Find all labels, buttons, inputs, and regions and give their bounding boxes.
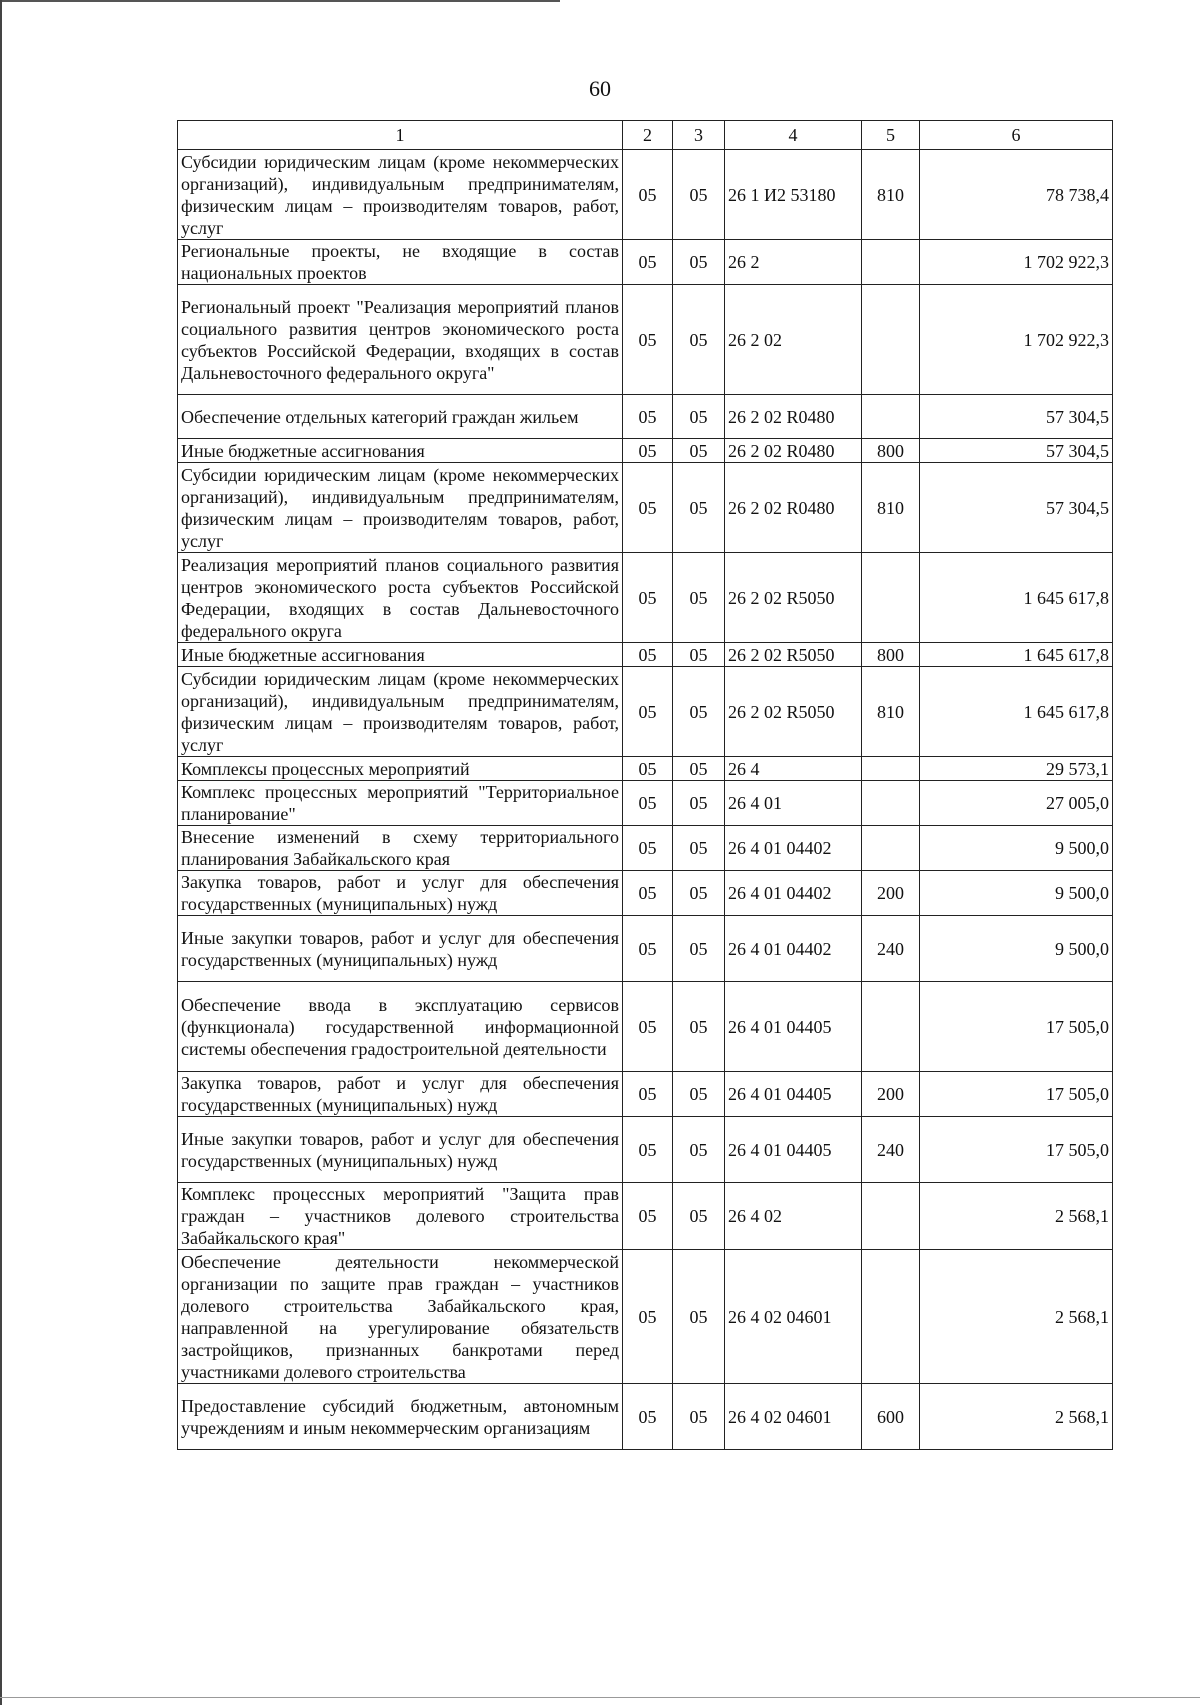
table-row <box>178 1384 1113 1450</box>
table-row <box>178 439 1113 463</box>
row-target-article: 26 4 01 04405 <box>725 1072 862 1117</box>
table-row <box>178 240 1113 285</box>
row-expense-type: 240 <box>862 916 920 982</box>
row-name: Комплексы процессных мероприятий <box>178 757 623 781</box>
row-section: 05 <box>623 439 673 463</box>
row-expense-type <box>862 982 920 1072</box>
row-amount: 9 500,0 <box>920 871 1113 916</box>
row-section: 05 <box>623 643 673 667</box>
row-subsection: 05 <box>673 240 725 285</box>
row-expense-type: 200 <box>862 871 920 916</box>
row-name: Субсидии юридическим лицам (кроме некоммерческих организаций), индивидуальным предпринимателям, физическим лицам – производителям товаров, работ, услуг <box>178 667 623 757</box>
row-expense-type: 810 <box>862 150 920 240</box>
row-section: 05 <box>623 871 673 916</box>
row-target-article: 26 2 <box>725 240 862 285</box>
table-row <box>178 285 1113 395</box>
row-section: 05 <box>623 240 673 285</box>
row-subsection: 05 <box>673 781 725 826</box>
table-row <box>178 916 1113 982</box>
row-subsection: 05 <box>673 439 725 463</box>
row-section: 05 <box>623 463 673 553</box>
row-subsection: 05 <box>673 1183 725 1250</box>
row-target-article: 26 4 01 04405 <box>725 982 862 1072</box>
row-name: Региональные проекты, не входящие в состав национальных проектов <box>178 240 623 285</box>
row-target-article: 26 2 02 R0480 <box>725 395 862 439</box>
header-row <box>178 121 1113 150</box>
row-section: 05 <box>623 1250 673 1384</box>
row-subsection: 05 <box>673 667 725 757</box>
row-target-article: 26 4 02 04601 <box>725 1250 862 1384</box>
row-target-article: 26 4 01 04405 <box>725 1117 862 1183</box>
row-section: 05 <box>623 916 673 982</box>
scan-edge-bottom <box>0 1697 1200 1698</box>
row-subsection: 05 <box>673 982 725 1072</box>
row-expense-type <box>862 553 920 643</box>
row-name: Внесение изменений в схему территориального планирования Забайкальского края <box>178 826 623 871</box>
row-amount: 9 500,0 <box>920 916 1113 982</box>
row-target-article: 26 2 02 R5050 <box>725 667 862 757</box>
row-subsection: 05 <box>673 395 725 439</box>
row-expense-type <box>862 1183 920 1250</box>
table-row <box>178 553 1113 643</box>
row-target-article: 26 4 01 04402 <box>725 871 862 916</box>
table-row <box>178 395 1113 439</box>
row-expense-type: 810 <box>862 667 920 757</box>
scan-edge-top <box>0 0 560 2</box>
row-name: Субсидии юридическим лицам (кроме некоммерческих организаций), индивидуальным предпринимателям, физическим лицам – производителям товаров, работ, услуг <box>178 150 623 240</box>
row-expense-type: 200 <box>862 1072 920 1117</box>
table-row <box>178 757 1113 781</box>
row-amount: 1 645 617,8 <box>920 643 1113 667</box>
row-target-article: 26 4 01 04402 <box>725 916 862 982</box>
table-row <box>178 150 1113 240</box>
scan-edge-left <box>0 0 2 1705</box>
header-col-3: 3 <box>673 121 725 150</box>
row-amount: 17 505,0 <box>920 1072 1113 1117</box>
header-col-6: 6 <box>920 121 1113 150</box>
row-expense-type: 800 <box>862 643 920 667</box>
row-name: Обеспечение отдельных категорий граждан жильем <box>178 395 623 439</box>
table-row <box>178 1072 1113 1117</box>
row-subsection: 05 <box>673 150 725 240</box>
row-section: 05 <box>623 1117 673 1183</box>
table-row <box>178 1183 1113 1250</box>
table-row <box>178 643 1113 667</box>
table-row <box>178 463 1113 553</box>
row-expense-type <box>862 1250 920 1384</box>
header-col-1: 1 <box>178 121 623 150</box>
row-amount: 17 505,0 <box>920 1117 1113 1183</box>
row-subsection: 05 <box>673 1250 725 1384</box>
row-section: 05 <box>623 1072 673 1117</box>
row-expense-type: 240 <box>862 1117 920 1183</box>
row-amount: 2 568,1 <box>920 1250 1113 1384</box>
row-target-article: 26 4 02 04601 <box>725 1384 862 1450</box>
page-number: 60 <box>589 76 611 101</box>
row-target-article: 26 4 01 04402 <box>725 826 862 871</box>
header-col-5: 5 <box>862 121 920 150</box>
row-name: Обеспечение ввода в эксплуатацию сервисов (функционала) государственной информационной системы обеспечения градостроительной деятельности <box>178 982 623 1072</box>
row-name: Закупка товаров, работ и услуг для обеспечения государственных (муниципальных) нужд <box>178 871 623 916</box>
row-subsection: 05 <box>673 916 725 982</box>
row-subsection: 05 <box>673 285 725 395</box>
row-section: 05 <box>623 553 673 643</box>
row-target-article: 26 2 02 R0480 <box>725 463 862 553</box>
row-target-article: 26 2 02 <box>725 285 862 395</box>
row-amount: 57 304,5 <box>920 395 1113 439</box>
row-subsection: 05 <box>673 643 725 667</box>
row-target-article: 26 2 02 R5050 <box>725 643 862 667</box>
row-amount: 9 500,0 <box>920 826 1113 871</box>
row-amount: 29 573,1 <box>920 757 1113 781</box>
row-name: Реализация мероприятий планов социального развития центров экономического роста субъектов Российской Федерации, входящих в состав Дальневосточного федерального округа <box>178 553 623 643</box>
row-section: 05 <box>623 395 673 439</box>
row-target-article: 26 2 02 R5050 <box>725 553 862 643</box>
header-col-4: 4 <box>725 121 862 150</box>
row-expense-type <box>862 285 920 395</box>
row-amount: 17 505,0 <box>920 982 1113 1072</box>
row-expense-type <box>862 781 920 826</box>
table-row <box>178 1250 1113 1384</box>
row-subsection: 05 <box>673 871 725 916</box>
row-name: Обеспечение деятельности некоммерческой организации по защите прав граждан – участников долевого строительства Забайкальского края, направленной на урегулирование обязательств застройщиков, признанных банкротами перед участниками долевого строительства <box>178 1250 623 1384</box>
row-expense-type: 810 <box>862 463 920 553</box>
row-amount: 57 304,5 <box>920 439 1113 463</box>
row-name: Закупка товаров, работ и услуг для обеспечения государственных (муниципальных) нужд <box>178 1072 623 1117</box>
row-subsection: 05 <box>673 757 725 781</box>
row-section: 05 <box>623 1384 673 1450</box>
row-section: 05 <box>623 982 673 1072</box>
table-row <box>178 1117 1113 1183</box>
table-row <box>178 871 1113 916</box>
row-amount: 57 304,5 <box>920 463 1113 553</box>
budget-table <box>177 120 1113 1450</box>
row-expense-type: 600 <box>862 1384 920 1450</box>
row-name: Предоставление субсидий бюджетным, автономным учреждениям и иным некоммерческим организациям <box>178 1384 623 1450</box>
row-subsection: 05 <box>673 1117 725 1183</box>
row-name: Региональный проект "Реализация мероприятий планов социального развития центров экономического роста субъектов Российской Федерации, входящих в состав Дальневосточного федерального округа" <box>178 285 623 395</box>
table-row <box>178 781 1113 826</box>
row-target-article: 26 1 И2 53180 <box>725 150 862 240</box>
row-target-article: 26 2 02 R0480 <box>725 439 862 463</box>
row-section: 05 <box>623 781 673 826</box>
row-amount: 1 645 617,8 <box>920 553 1113 643</box>
row-name: Иные закупки товаров, работ и услуг для обеспечения государственных (муниципальных) нужд <box>178 1117 623 1183</box>
row-name: Иные бюджетные ассигнования <box>178 439 623 463</box>
row-section: 05 <box>623 150 673 240</box>
row-expense-type <box>862 240 920 285</box>
row-amount: 1 702 922,3 <box>920 285 1113 395</box>
row-section: 05 <box>623 667 673 757</box>
row-section: 05 <box>623 285 673 395</box>
row-subsection: 05 <box>673 463 725 553</box>
row-name: Иные закупки товаров, работ и услуг для обеспечения государственных (муниципальных) нужд <box>178 916 623 982</box>
row-amount: 2 568,1 <box>920 1183 1113 1250</box>
row-subsection: 05 <box>673 826 725 871</box>
row-section: 05 <box>623 826 673 871</box>
row-amount: 27 005,0 <box>920 781 1113 826</box>
row-expense-type <box>862 826 920 871</box>
row-subsection: 05 <box>673 1072 725 1117</box>
row-name: Комплекс процессных мероприятий "Защита прав граждан – участников долевого строительства Забайкальского края" <box>178 1183 623 1250</box>
row-amount: 1 645 617,8 <box>920 667 1113 757</box>
table-row <box>178 826 1113 871</box>
row-name: Иные бюджетные ассигнования <box>178 643 623 667</box>
row-name: Субсидии юридическим лицам (кроме некоммерческих организаций), индивидуальным предпринимателям, физическим лицам – производителям товаров, работ, услуг <box>178 463 623 553</box>
row-amount: 1 702 922,3 <box>920 240 1113 285</box>
row-section: 05 <box>623 757 673 781</box>
row-target-article: 26 4 <box>725 757 862 781</box>
row-subsection: 05 <box>673 1384 725 1450</box>
row-name: Комплекс процессных мероприятий "Территориальное планирование" <box>178 781 623 826</box>
row-expense-type <box>862 395 920 439</box>
row-target-article: 26 4 02 <box>725 1183 862 1250</box>
row-target-article: 26 4 01 <box>725 781 862 826</box>
row-expense-type: 800 <box>862 439 920 463</box>
header-col-2: 2 <box>623 121 673 150</box>
table-row <box>178 667 1113 757</box>
row-expense-type <box>862 757 920 781</box>
table-row <box>178 982 1113 1072</box>
row-subsection: 05 <box>673 553 725 643</box>
table-body <box>178 150 1113 1450</box>
row-section: 05 <box>623 1183 673 1250</box>
row-amount: 2 568,1 <box>920 1384 1113 1450</box>
row-amount: 78 738,4 <box>920 150 1113 240</box>
